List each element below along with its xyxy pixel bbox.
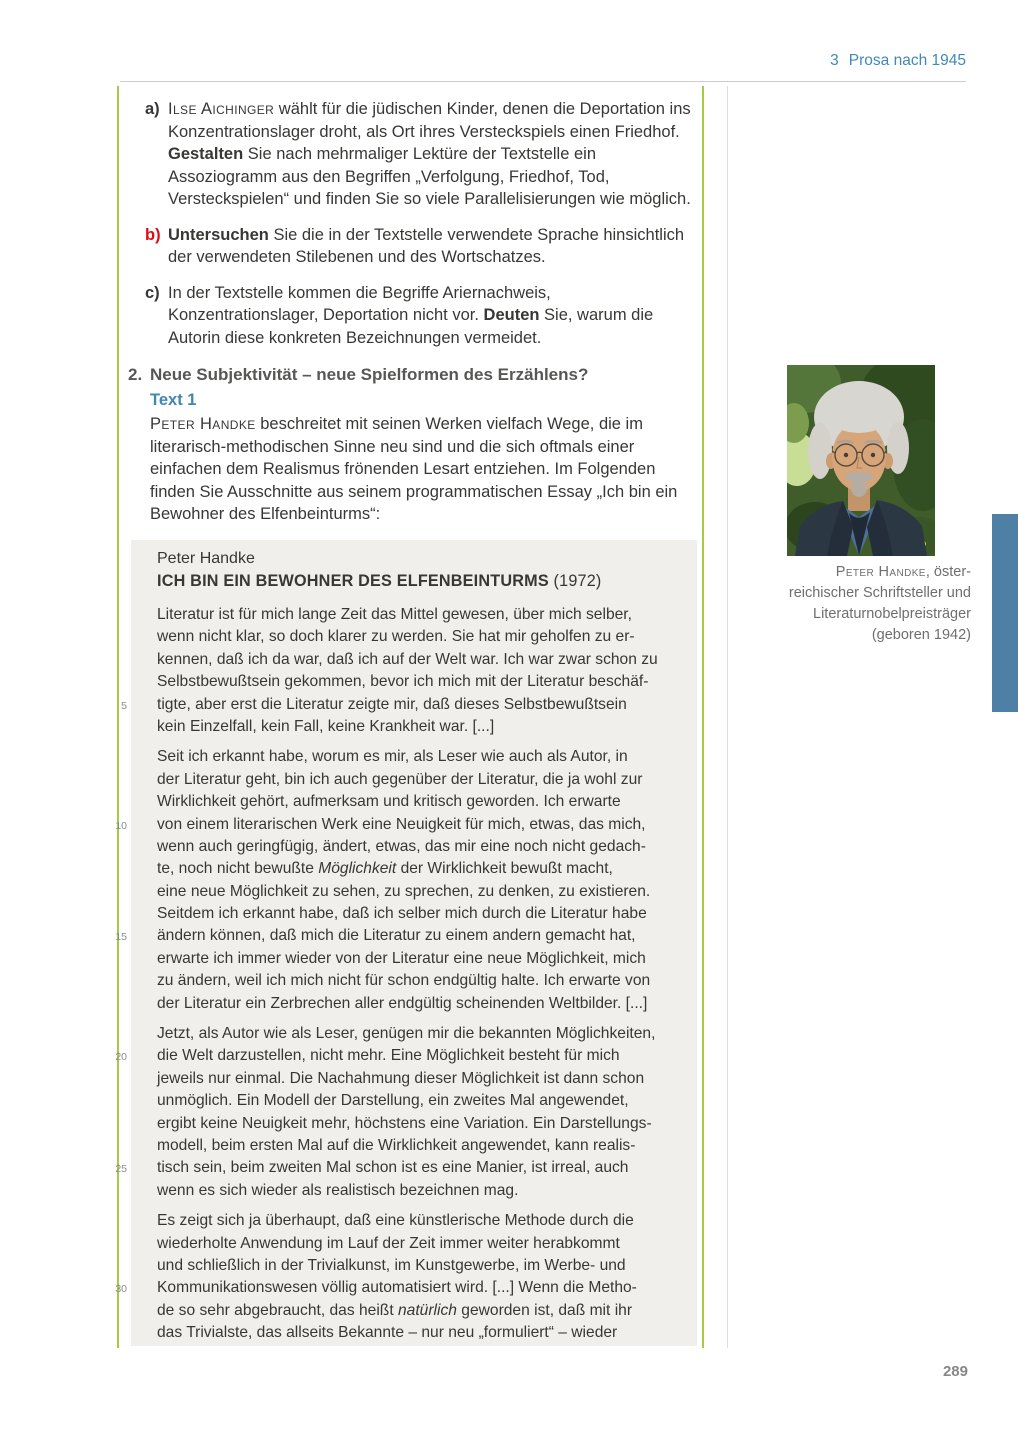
text-line: von einem literarischen Werk eine Neuigkeit für mich, etwas, das mich, 10 xyxy=(157,814,687,836)
text-line: unmöglich. Ein Modell der Darstellung, ein zweites Mal angewendet, xyxy=(157,1092,629,1110)
text-line: wenn auch geringfügig, ändert, etwas, das mir eine noch nicht gedach- xyxy=(157,837,646,855)
task-text: In der Textstelle kommen die Begriffe Ariernachweis, Konzentrationslager, Deportation nicht vor. Deuten Sie, warum die Autorin diese konkreten Bezeichnungen vermeidet. xyxy=(168,283,654,347)
task-list xyxy=(145,98,697,362)
task-text: Untersuchen Sie die in der Textstelle verwendete Sprache hinsichtlich der verwendeten Stilebenen und des Wortschatzes. xyxy=(168,225,685,266)
text-line: jeweils nur einmal. Die Nachahmung dieser Möglichkeit ist dann schon xyxy=(157,1069,645,1087)
text-label: Text 1 xyxy=(150,391,197,409)
essay-paragraph xyxy=(115,1210,687,1344)
text-line: wenn es sich wieder als realistisch bezeichnen mag. xyxy=(157,1181,519,1199)
essay-title-text: ICH BIN EIN BEWOHNER DES ELFENBEINTURMS xyxy=(157,572,549,590)
text-line: Selbstbewußtsein gekommen, bevor ich mich mit der Literatur beschäf- xyxy=(157,673,649,691)
line-number: 25 xyxy=(115,1163,127,1176)
task-item-a xyxy=(145,98,697,211)
text-line: Literaturnobelpreisträger xyxy=(813,606,971,622)
essay-title xyxy=(157,569,687,593)
essay-paragraph xyxy=(121,604,687,738)
chapter-tab xyxy=(992,514,1018,712)
essay-paragraph xyxy=(115,746,687,1015)
text-line: kein Einzelfall, kein Fall, keine Krankheit war. [...] xyxy=(157,717,495,735)
text-line: kennen, daß ich da war, daß ich auf der Welt war. Ich war zwar schon zu xyxy=(157,650,658,668)
task-label: b) xyxy=(145,225,161,244)
task-text: Ilse Aichinger wählt für die jüdischen Kinder, denen die Deportation ins Konzentrationslager droht, als Ort ihres Versteckspiels einen Friedhof. Gestalten Sie nach mehrmaliger Lektüre der Textstelle ein Assoziogramm aus den Begriffen „Verfolgung, Friedhof, Tod, Versteckspielen“ und finden Sie so viele Parallelisierungen wie möglich. xyxy=(168,100,691,208)
text-line: Literatur ist für mich lange Zeit das Mittel gewesen, über mich selber, xyxy=(157,606,632,623)
line-number: 15 xyxy=(115,931,127,944)
text-line: Jetzt, als Autor wie als Leser, genügen mir die bekannten Möglichkeiten, xyxy=(157,1025,656,1043)
text-line: und schließlich in der Trivialkunst, im Kunstgewerbe, im Werbe- und xyxy=(157,1256,626,1274)
essay-paragraph xyxy=(115,1023,687,1202)
left-green-rule xyxy=(117,86,119,1348)
text-line: eine neue Möglichkeit zu sehen, zu sprechen, zu denken, zu existieren. xyxy=(157,882,651,900)
text-line: das Trivialste, das allseits Bekannte – nur neu „formuliert“ – wieder xyxy=(157,1324,618,1342)
line-number: 30 xyxy=(115,1283,127,1296)
intro-paragraph: Peter Handke beschreitet mit seinen Werken vielfach Wege, die im literarisch-methodischen Sinne neu sind und die sich oftmals einer einfachen dem Realismus frönenden Lesart entziehen. Im Folgenden finden Sie Ausschnitte aus seinem programmatischen Essay „Ich bin ein Bewohner des Elfenbeinturms“: xyxy=(150,415,678,523)
text-line: ändern können, daß mich die Literatur zu einem andern gemacht hat, 15 xyxy=(157,925,687,947)
essay-lines xyxy=(115,604,687,1345)
text-line: Es zeigt sich ja überhaupt, daß eine künstlerische Methode durch die xyxy=(157,1212,634,1230)
header-rule xyxy=(120,81,966,82)
essay-box xyxy=(115,540,697,1346)
text-line: erwarte ich immer wieder von der Literatur eine neue Möglichkeit, mich xyxy=(157,949,646,967)
margin-divider-rule xyxy=(727,86,728,1348)
text-line: zu ändern, weil ich mich nicht für schon endgültig halte. Ich erwarte von xyxy=(157,972,651,990)
text-line: tisch sein, beim zweiten Mal schon ist es eine Manier, ist irreal, auch 25 xyxy=(157,1157,687,1179)
task-label: c) xyxy=(145,283,160,302)
text-line: Peter Handke, öster- xyxy=(835,564,971,580)
text-line: wenn nicht klar, so doch klarer zu werden. Sie hat mir geholfen zu er- xyxy=(157,628,635,646)
text-line: tigte, aber erst die Literatur zeigte mir, daß dieses Selbstbewußtsein 5 xyxy=(157,694,687,716)
task-label: a) xyxy=(145,100,160,118)
section-heading xyxy=(128,364,698,386)
task-item-c xyxy=(145,282,697,350)
peter-handke-photo xyxy=(787,365,935,556)
essay-author: Peter Handke xyxy=(157,550,255,567)
line-number: 20 xyxy=(115,1051,127,1064)
text-line: wiederholte Anwendung im Lauf der Zeit immer weiter herabkommt xyxy=(157,1234,620,1252)
text-line: (geboren 1942) xyxy=(871,627,971,643)
text-line: reichischer Schriftsteller und xyxy=(788,585,971,601)
chapter-number: 3 xyxy=(830,52,839,69)
section-number: 2. xyxy=(128,365,143,384)
task-item-b xyxy=(145,224,697,269)
essay-year: (1972) xyxy=(548,572,602,590)
chapter-title: Prosa nach 1945 xyxy=(848,52,966,69)
section-title: Neue Subjektivität – neue Spielformen des Erzählens? xyxy=(150,365,589,384)
text-line: ergibt keine Neuigkeit mehr, höchstens eine Variation. Ein Darstellungs- xyxy=(157,1114,652,1132)
page-number: 289 xyxy=(942,1363,968,1380)
text-line: die Welt darzustellen, nicht mehr. Eine Möglichkeit besteht für mich 20 xyxy=(157,1045,687,1067)
text-line: der Literatur geht, bin ich auch gegenüber der Literatur, die ja wohl zur xyxy=(157,770,643,788)
line-number: 5 xyxy=(121,699,127,712)
text-line: Seitdem ich erkannt habe, daß ich selber mich durch die Literatur habe xyxy=(157,905,647,923)
text-line: de so sehr abgebraucht, das heißt natürlich geworden ist, daß mit ihr xyxy=(157,1301,633,1319)
right-green-rule xyxy=(702,86,704,1348)
figure-caption xyxy=(731,562,971,646)
text-line: te, noch nicht bewußte Möglichkeit der Wirklichkeit bewußt macht, xyxy=(157,860,613,878)
text-line: der Literatur ein Zerbrechen aller endgültig scheinenden Weltbilder. [...] xyxy=(157,994,648,1012)
line-number: 10 xyxy=(115,819,127,832)
text-line: Wirklichkeit gehört, aufmerksam und kritisch geworden. Ich erwarte xyxy=(157,793,621,811)
text-line: Seit ich erkannt habe, worum es mir, als Leser wie auch als Autor, in xyxy=(157,748,628,766)
text-line: modell, beim ersten Mal auf die Wirklichkeit angewendet, kann realis- xyxy=(157,1136,636,1154)
text-line: Kommunikationswesen völlig automatisiert wird. [...] Wenn die Metho- 30 xyxy=(157,1277,687,1299)
chapter-header xyxy=(830,52,966,70)
